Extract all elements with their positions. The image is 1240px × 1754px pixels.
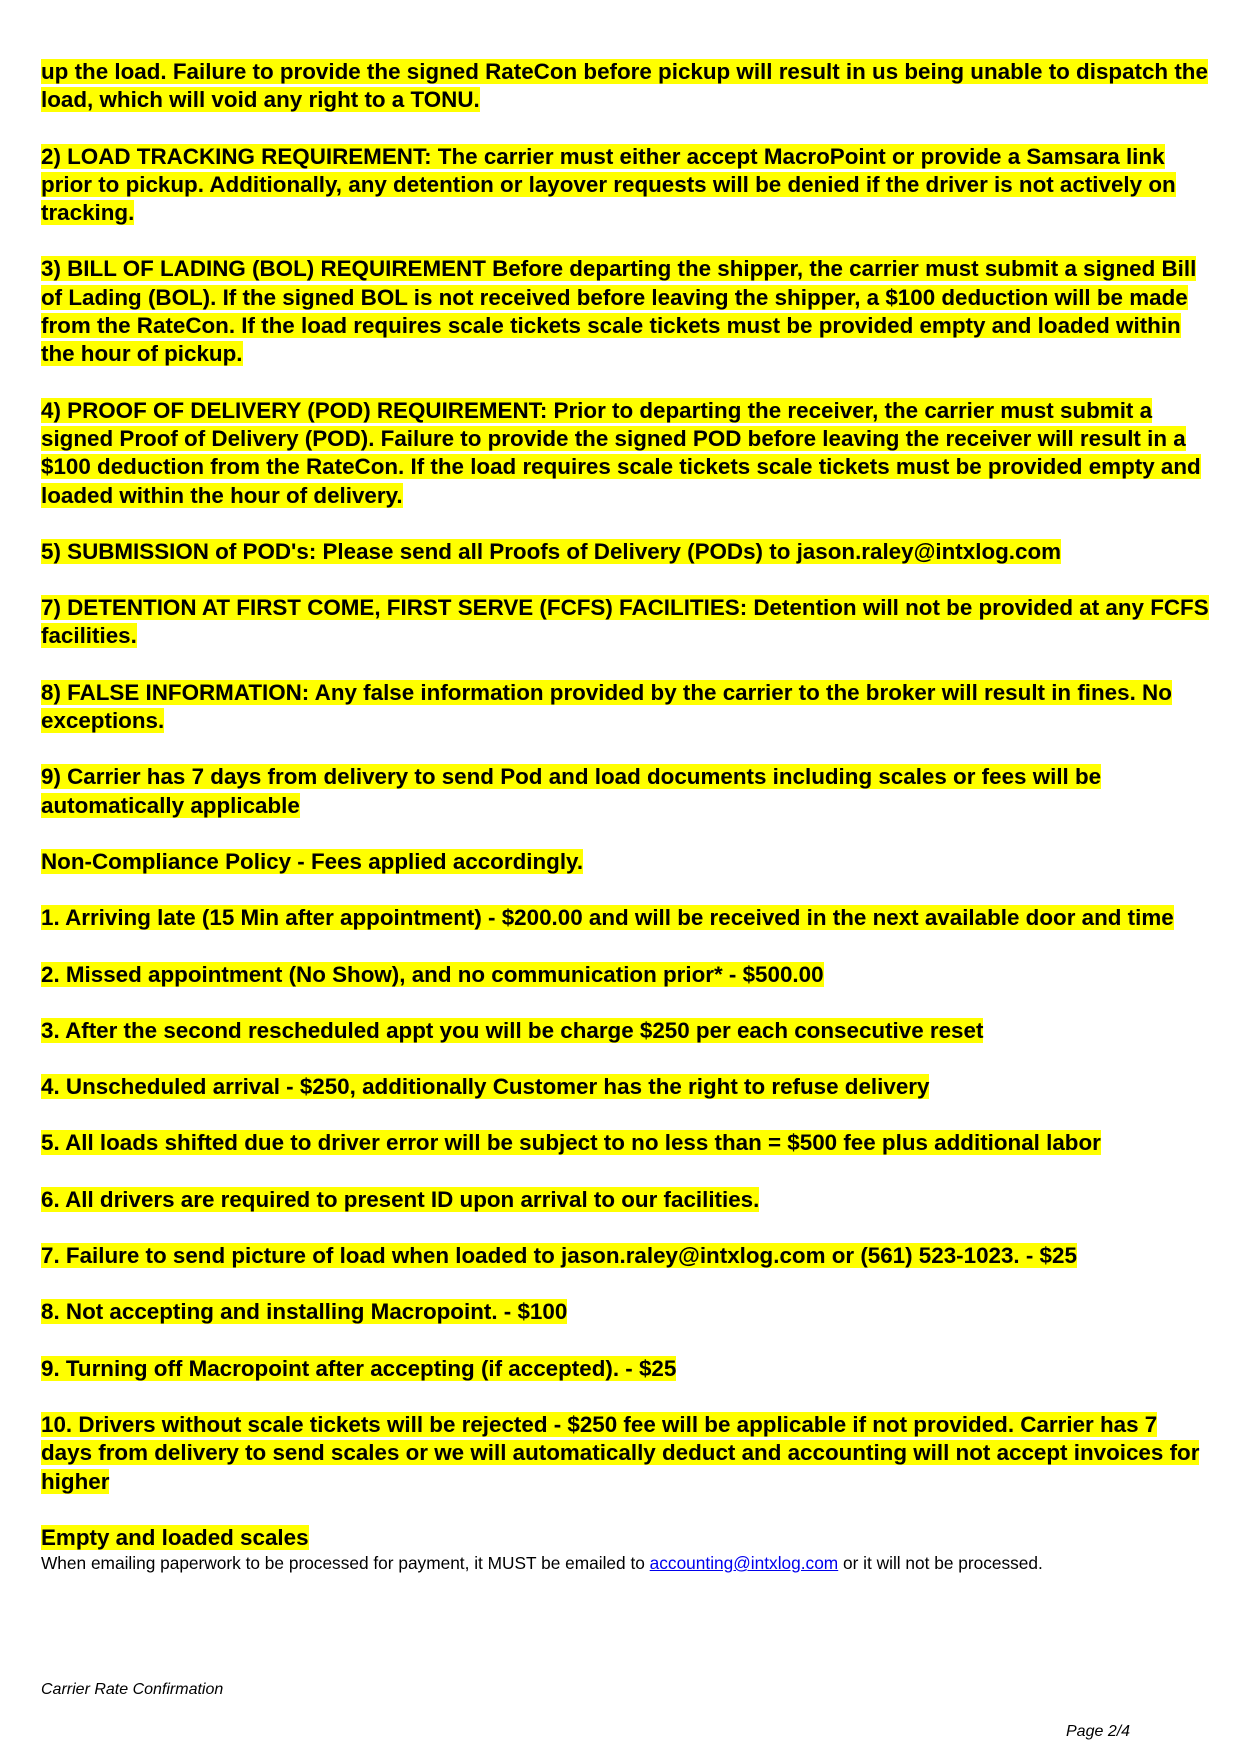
paragraph-text: 9. Turning off Macropoint after accepting (if accepted). - $25: [41, 1355, 677, 1381]
paragraph-documents-deadline: [41, 763, 1211, 820]
policy-item-6: [41, 1186, 1211, 1214]
document-body: [41, 58, 1211, 1574]
paragraph-text: 7. Failure to send picture of load when loaded to jason.raley@intxlog.com or (561) 523-1023. - $25: [41, 1243, 1077, 1269]
page-number: Page 2/4: [1066, 1723, 1131, 1740]
paragraph-tonu: [41, 58, 1211, 115]
note-text-before: When emailing paperwork to be processed for payment, it MUST be emailed to: [41, 1553, 650, 1574]
paragraph-text: Empty and loaded scales: [41, 1524, 309, 1550]
paragraph-text: 8. Not accepting and installing Macropoint. - $100: [41, 1299, 568, 1325]
footer-title: Carrier Rate Confirmation: [41, 1681, 224, 1698]
policy-item-9: [41, 1355, 1211, 1383]
policy-item-10: [41, 1411, 1211, 1496]
paragraph-text: 7) DETENTION AT FIRST COME, FIRST SERVE (FCFS) FACILITIES: Detention will not be provided at any FCFS facilities.: [41, 595, 1209, 649]
paragraph-false-info: [41, 679, 1211, 736]
policy-item-2: [41, 961, 1211, 989]
note-text-after: or it will not be processed.: [838, 1553, 1043, 1574]
payment-email-note: [41, 1552, 1211, 1574]
paragraph-pod-submission: [41, 538, 1211, 566]
policy-item-3: [41, 1017, 1211, 1045]
paragraph-text: 2) LOAD TRACKING REQUIREMENT: The carrier must either accept MacroPoint or provide a Samsara link prior to pickup. Additionally, any detention or layover requests will be denied if the driver is not actively on tracking.: [41, 143, 1176, 226]
paragraph-text: 1. Arriving late (15 Min after appointment) - $200.00 and will be received in the next available door and time: [41, 905, 1174, 931]
scales-heading: [41, 1524, 1211, 1552]
paragraph-bol: [41, 255, 1211, 368]
paragraph-text: 5. All loads shifted due to driver error will be subject to no less than = $500 fee plus additional labor: [41, 1130, 1101, 1156]
paragraph-text: 2. Missed appointment (No Show), and no communication prior* - $500.00: [41, 961, 824, 987]
policy-item-5: [41, 1129, 1211, 1157]
paragraph-text: 3) BILL OF LADING (BOL) REQUIREMENT Before departing the shipper, the carrier must submit a signed Bill of Lading (BOL). If the signed BOL is not received before leaving the shipper, a $100 deduction will be made from the RateCon. If the load requires scale tickets scale tickets must be provided empty and loaded within the hour of pickup.: [41, 256, 1197, 367]
accounting-email-link[interactable]: accounting@intxlog.com: [649, 1553, 839, 1574]
paragraph-text: 4. Unscheduled arrival - $250, additionally Customer has the right to refuse delivery: [41, 1074, 930, 1100]
policy-item-8: [41, 1298, 1211, 1326]
policy-item-1: [41, 904, 1211, 932]
paragraph-text: 6. All drivers are required to present ID upon arrival to our facilities.: [41, 1186, 760, 1212]
policy-item-7: [41, 1242, 1211, 1270]
paragraph-text: 8) FALSE INFORMATION: Any false information provided by the carrier to the broker will result in fines. No exceptions.: [41, 679, 1172, 734]
paragraph-text: 3. After the second rescheduled appt you will be charge $250 per each consecutive reset: [41, 1017, 984, 1043]
paragraph-text: 9) Carrier has 7 days from delivery to send Pod and load documents including scales or fees will be automatically applicable: [41, 764, 1102, 818]
paragraph-text: 4) PROOF OF DELIVERY (POD) REQUIREMENT: Prior to departing the receiver, the carrier must submit a signed Proof of Delivery (POD). Failure to provide the signed POD before leaving the receiver will result in a $100 deduction from the RateCon. If the load requires scale tickets scale tickets must be provided empty and loaded within the hour of delivery.: [41, 397, 1201, 508]
paragraph-text: 5) SUBMISSION of POD's: Please send all Proofs of Delivery (PODs) to jason.raley@intxlog.com: [41, 538, 1062, 564]
paragraph-text: Non-Compliance Policy - Fees applied accordingly.: [41, 848, 584, 874]
policy-heading: [41, 848, 1211, 876]
paragraph-detention: [41, 594, 1211, 651]
paragraph-text: up the load. Failure to provide the signed RateCon before pickup will result in us being unable to dispatch the load, which will void any right to a TONU.: [41, 59, 1208, 113]
paragraph-pod: [41, 397, 1211, 510]
paragraph-text: 10. Drivers without scale tickets will be rejected - $250 fee will be applicable if not provided. Carrier has 7 days from delivery to send scales or we will automatically deduct and accounting will not accept invoices for higher: [41, 1411, 1200, 1494]
policy-item-4: [41, 1073, 1211, 1101]
paragraph-load-tracking: [41, 143, 1211, 228]
